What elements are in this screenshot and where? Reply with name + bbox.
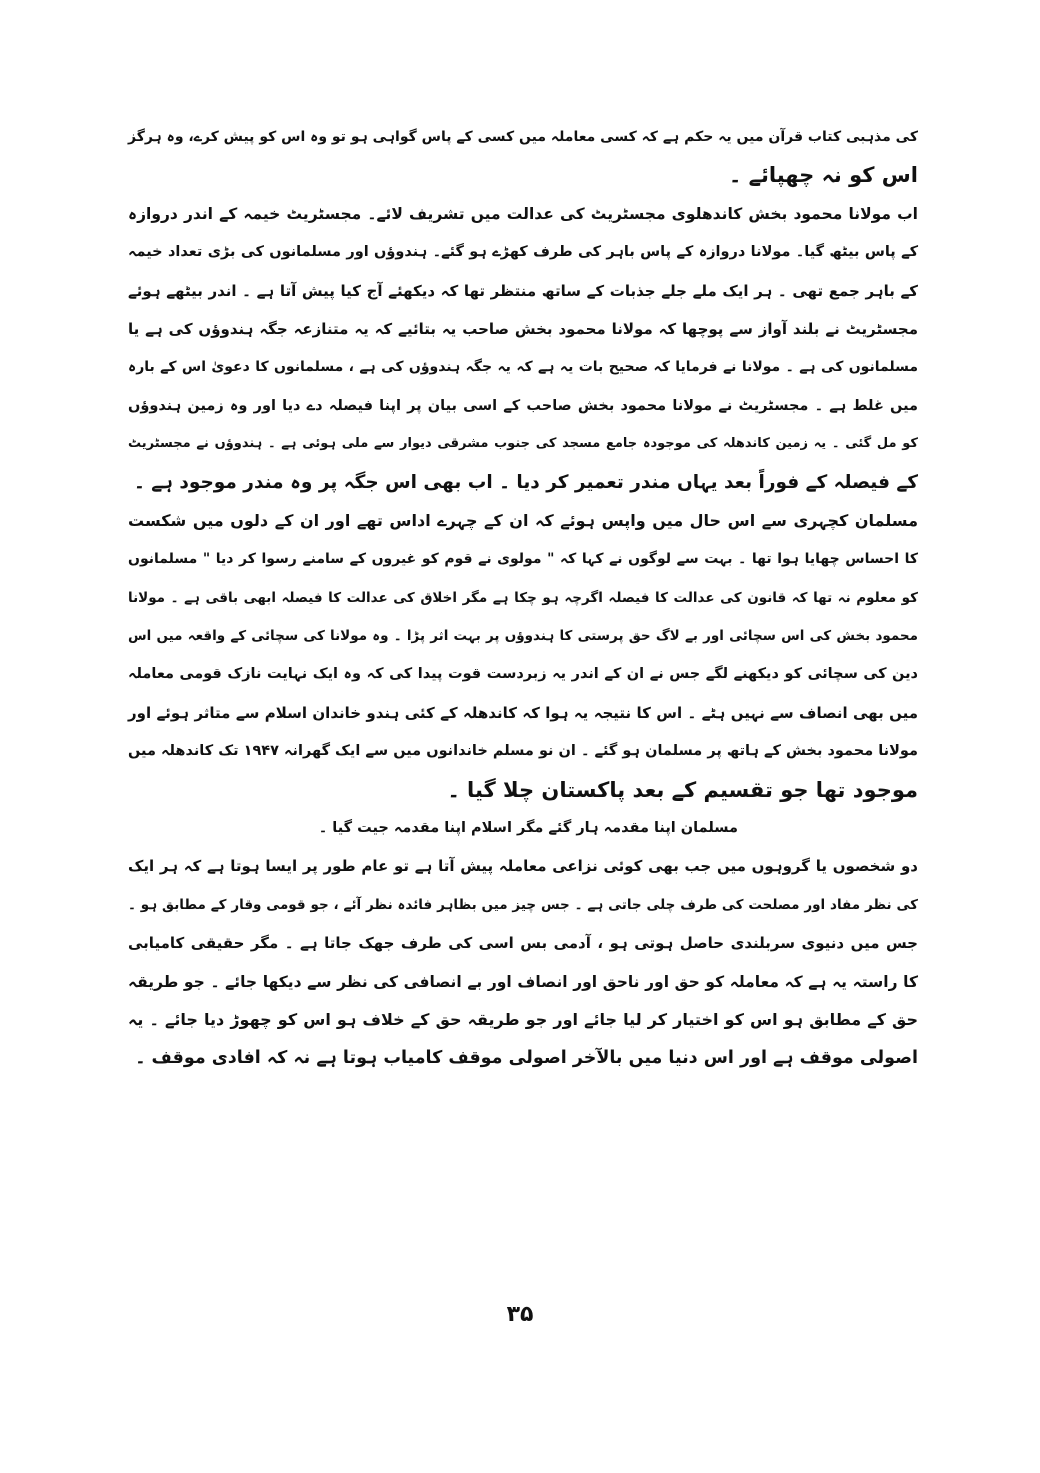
text-line: کی نظر مفاد اور مصلحت کی طرف چلی جاتی ہے ۔ جس چیز میں بظاہر فائدہ نظر آئے ، جو قومی وقار کے مطابق ہو ۔ (128, 896, 918, 913)
text-line: جس میں دنیوی سربلندی حاصل ہوتی ہو ، آدمی بس اسی کی طرف جھک جاتا ہے ۔ مگر حقیقی کامیابی (128, 934, 918, 953)
text-line: میں غلط ہے ۔ مجسٹریٹ نے مولانا محمود بخش صاحب کے اسی بیان پر اپنا فیصلہ دے دیا اور وہ زمین ہندوؤں (128, 397, 918, 414)
document-body (128, 118, 918, 1078)
text-line: دین کی سچائی کو دیکھنے لگے جس نے ان کے اندر یہ زبردست قوت پیدا کی کہ وہ ایک نہایت نازک قومی معاملہ (128, 666, 918, 683)
text-line: کو مل گئی ۔ یہ زمین کاندھلہ کی موجودہ جامع مسجد کی جنوب مشرقی دیوار سے ملی ہوئی ہے ۔ ہندوؤں نے مجسٹریٹ (128, 436, 918, 452)
text-line: کے پاس بیٹھ گیا۔ مولانا دروازہ کے پاس باہر کی طرف کھڑے ہو گئے۔ ہندوؤں اور مسلمانوں کی بڑی تعداد خیمہ (128, 244, 918, 261)
standalone-line: مسلمان اپنا مقدمہ ہار گئے مگر اسلام اپنا مقدمہ جیت گیا ۔ (318, 820, 738, 837)
paragraph-start-line: اب مولانا محمود بخش کاندھلوی مجسٹریٹ کی عدالت میں تشریف لائے۔ مجسٹریٹ خیمہ کے اندر دروازہ (128, 204, 918, 223)
text-line: مولانا محمود بخش کے ہاتھ پر مسلمان ہو گئے ۔ ان نو مسلم خاندانوں میں سے ایک گھرانہ ۱۹۴۷ تک کاندھلہ میں (128, 743, 918, 760)
text-line: اس کو نہ چھپائے ۔ (729, 163, 918, 188)
text-line: حق کے مطابق ہو اس کو اختیار کر لیا جائے اور جو طریقہ حق کے خلاف ہو اس کو چھوڑ دیا جائے ۔ یہ (128, 1009, 918, 1029)
text-line: اصولی موقف ہے اور اس دنیا میں بالآخر اصولی موقف کامیاب ہوتا ہے نہ کہ افادی موقف ۔ (135, 1048, 918, 1069)
text-line: موجود تھا جو تقسیم کے بعد پاکستان چلا گیا ۔ (447, 777, 918, 802)
text-line: میں بھی انصاف سے نہیں ہٹے ۔ اس کا نتیجہ یہ ہوا کہ کاندھلہ کے کئی ہندو خاندان اسلام سے متاثر ہوئے اور (128, 703, 918, 722)
paragraph-start-line: دو شخصوں یا گروہوں میں جب بھی کوئی نزاعی معاملہ پیش آتا ہے تو عام طور پر ایسا ہوتا ہے کہ ہر ایک (128, 857, 918, 876)
text-line: کی مذہبی کتاب قرآن میں یہ حکم ہے کہ کسی معاملہ میں کسی کے پاس گواہی ہو تو وہ اس کو پیش کرے، وہ ہرگز (128, 129, 918, 145)
text-line: مجسٹریٹ نے بلند آواز سے پوچھا کہ مولانا محمود بخش صاحب یہ بتائیے کہ یہ متنازعہ جگہ ہندوؤں کی ہے یا (128, 319, 918, 338)
text-line: کے باہر جمع تھی ۔ ہر ایک ملے جلے جذبات کے ساتھ منتظر تھا کہ دیکھئے آج کیا پیش آتا ہے ۔ اندر بیٹھے ہوئے (128, 281, 918, 300)
text-line: کا راستہ یہ ہے کہ معاملہ کو حق اور ناحق اور انصاف اور بے انصافی کی نظر سے دیکھا جائے ۔ جو طریقہ (128, 972, 918, 991)
page-number: ۳۵ (506, 1302, 534, 1327)
text-line: مسلمانوں کی ہے ۔ مولانا نے فرمایا کہ صحیح بات یہ ہے کہ یہ جگہ ہندوؤں کی ہے ، مسلمانوں کا دعویٰ اس کے بارہ (128, 359, 918, 376)
text-line: محمود بخش کی اس سچائی اور بے لاگ حق پرستی کا ہندوؤں پر بہت اثر پڑا ۔ وہ مولانا کی سچائی کے واقعہ میں اس (128, 628, 918, 645)
text-line: کے فیصلہ کے فوراً بعد یہاں مندر تعمیر کر دیا ۔ اب بھی اس جگہ پر وہ مندر موجود ہے ۔ (133, 471, 918, 493)
text-line: کو معلوم نہ تھا کہ قانون کی عدالت کا فیصلہ اگرچہ ہو چکا ہے مگر اخلاق کی عدالت کا فیصلہ ابھی باقی ہے ۔ مولانا (128, 589, 918, 606)
text-line: کا احساس چھایا ہوا تھا ۔ بہت سے لوگوں نے کہا کہ " مولوی نے قوم کو غیروں کے سامنے رسوا کر دیا " مسلمانوں (128, 551, 918, 568)
paragraph-start-line: مسلمان کچہری سے اس حال میں واپس ہوئے کہ ان کے چہرے اداس تھے اور ان کے دلوں میں شکست (128, 510, 918, 530)
